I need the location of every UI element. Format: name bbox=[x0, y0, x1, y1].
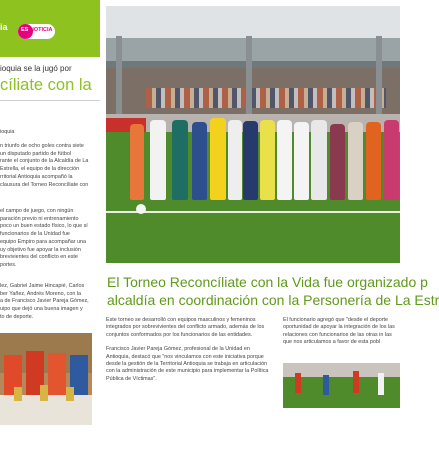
article-title-line-2: alcaldía en coordinación con la Personería de La Estr bbox=[107, 292, 439, 308]
awards-photo bbox=[0, 333, 92, 425]
photo-crowd bbox=[146, 88, 386, 108]
article-title-line-1: El Torneo Reconcíliate con la Vida fue organizado p bbox=[107, 274, 428, 290]
section-banner bbox=[0, 0, 100, 57]
player bbox=[294, 122, 309, 200]
left-paragraph-3: el campo de juego, con ningún paración previo ni entrenamiento poco un buen estado físico, lo que sí funcionarios de la Unidad fue equipo Empiro para acompañar una uy objetivo fue apoyar la inclusión brevivientes del conflicto en este portes. bbox=[0, 208, 88, 268]
player bbox=[384, 120, 399, 200]
player bbox=[260, 120, 275, 200]
player bbox=[366, 122, 381, 200]
left-paragraph-4: lez, Gabriel Jaime Hincapié, Carlos ber Yañez, Andrés Moreno, con la a de Francisco Javier Pareja Gómez, uipo que dejó una buena imagen y to de deporte. bbox=[0, 283, 89, 320]
match-photo bbox=[283, 363, 400, 408]
player bbox=[243, 121, 258, 200]
person-figure bbox=[48, 353, 66, 395]
player bbox=[330, 124, 345, 200]
player bbox=[277, 120, 292, 200]
right-column bbox=[283, 317, 400, 354]
player bbox=[130, 124, 144, 200]
player bbox=[228, 120, 242, 200]
player bbox=[323, 375, 329, 395]
photo-field-line bbox=[106, 211, 400, 213]
player bbox=[172, 120, 188, 200]
player bbox=[378, 373, 384, 395]
middle-paragraph-1: Este torneo se desarrolló con equipos masculinos y femeninos integrados por sobrevivientes del conflicto armado, además de los conjuntos conformados por los funcionarios de las entidades. bbox=[106, 317, 265, 338]
left-paragraph-1: ioquia bbox=[0, 129, 15, 135]
player bbox=[150, 120, 166, 200]
middle-column bbox=[106, 317, 272, 390]
photo-beam bbox=[106, 61, 400, 68]
article-subhead: ioquia se la jugó por bbox=[0, 64, 72, 73]
trophy-icon bbox=[14, 387, 22, 401]
headline-divider bbox=[0, 100, 100, 101]
badge-label-left: ES bbox=[21, 27, 29, 33]
middle-paragraph-2: Francisco Javier Pareja Gómez, profesional de la Unidad en Antioquia, destacó que "nos vinculamos con este iniciativa porque desde la gestión de la Territorial Antioquia se trabaja en articulación con la administración de este municipio para implementar la Política Pública de Víctimas". bbox=[106, 346, 269, 382]
player bbox=[210, 118, 226, 200]
badge-label-right: NOTICIA bbox=[29, 27, 53, 33]
team-photo bbox=[106, 6, 400, 263]
banner-text: ia bbox=[0, 22, 8, 32]
es-noticia-badge bbox=[18, 24, 55, 39]
trophy-icon bbox=[66, 387, 74, 401]
article-headline: cíliate con la bbox=[0, 76, 92, 94]
left-paragraph-2: n triunfo de ocho goles contra siete un disputado partido de fútbol rante el conjunto de la Alcaldía de La Estrella, el equipo de la dirección rritorial Antioquia acompañó la clausura del Torneo Reconcíliate con bbox=[0, 143, 89, 188]
right-paragraph-1: El funcionario agregó que "desde el deporte oportunidad de apoyar la integración de los las relaciones con funcionarios de las otras in las que nos articulamos a favor de esta pobl bbox=[283, 317, 395, 346]
trophy-icon bbox=[40, 385, 48, 401]
player bbox=[353, 371, 359, 393]
player bbox=[348, 122, 363, 200]
badge-label bbox=[21, 27, 53, 33]
article-title bbox=[107, 273, 439, 309]
player bbox=[192, 122, 207, 200]
soccer-ball bbox=[136, 204, 146, 214]
player bbox=[311, 120, 327, 200]
player bbox=[295, 373, 301, 393]
